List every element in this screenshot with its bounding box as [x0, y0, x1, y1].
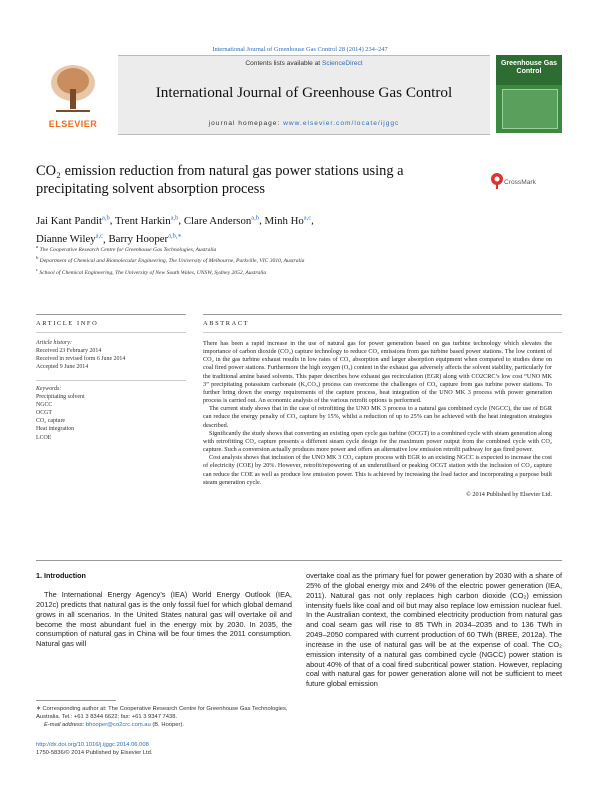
footnote-divider: [36, 700, 116, 701]
journal-title: International Journal of Greenhouse Gas Control: [155, 84, 453, 101]
doi-block: [36, 741, 292, 757]
affiliation: $^c$ School of Chemical Engineering, The University of New South Wales, UNSW, Sydney 2052, Australia: [36, 266, 267, 276]
author-list: Jai Kant Pandit$^{a,b}$, Trent Harkin$^{a,b}$, Clare Anderson$^{a,b}$, Minh Ho$^{a,c}$, Dianne Wiley$^{a,c}$, Barry Hooper$^{a,b,∗}$: [36, 214, 314, 246]
divider: [36, 380, 186, 381]
contents-line: [118, 60, 490, 67]
abstract-paragraph: The current study shows that in the case of retrofitting the UNO MK 3 process to a natural gas combined cycle (NGCC), the use of EGR can reduce the energy penalty of CO₂ capture by 15%, whilst a reduction of up to 25% can be achieved with the heat integration strategies described.: [203, 405, 552, 429]
author[interactable]: Minh Ho$^{a,c}$: [264, 214, 312, 227]
issn-line: 1750-5836/© 2014 Published by Elsevier Ltd.: [36, 750, 153, 756]
cover-image: [502, 89, 558, 129]
keyword: NGCC: [36, 402, 53, 409]
keyword: CO₂ capture: [36, 418, 66, 425]
received-date: Received 23 February 2014: [36, 348, 102, 355]
abstract-body: [203, 340, 552, 499]
elsevier-logo: [36, 55, 110, 133]
affiliation: $^a$ The Cooperative Research Centre for Greenhouse Gas Technologies, Australia: [36, 244, 217, 253]
author[interactable]: Jai Kant Pandit$^{a,b}$: [36, 214, 110, 227]
author[interactable]: Clare Anderson$^{a,b}$: [183, 214, 260, 227]
body-paragraph: overtake coal as the primary fuel for power generation by 2030 with a share of 25% of the global energy mix and 24% of the electric power generation (IEA, 2011). Natural gas not only replaces high carbon dioxide (CO₂) emission intensity fuels like coal and oil but may also replace low emission nuclear fuel. In the Australian context, the combined electricity production from natural gas and coal seam gas will rise to 85 TWh in 2034–2035 and to 136 TWh in 2049–2050 compared with current production of 60 TWh (BREE, 2012a). The increase in the use of natural gas will be at the expense of coal. The CO₂ emission intensity of a natural gas combined cycle (NGCC) power station is about 40% of that of a coal fired subcritical power station. However, replacing coal with natural gas for power generation alone will not be sufficient to meet future global emission: [306, 571, 562, 689]
author[interactable]: Barry Hooper$^{a,b,∗}$: [108, 232, 182, 246]
accepted-date: Accepted 9 June 2014: [36, 364, 89, 371]
keywords-label: Keywords:: [36, 386, 62, 392]
article-title: CO₂ emission reduction from natural gas power stations using a precipitating solvent absorption process: [36, 163, 404, 197]
email-link[interactable]: bhooper@co2crc.com.au: [85, 722, 151, 728]
crossmark-icon[interactable]: [491, 172, 503, 190]
abstract-paragraph: Significantly the study shows that converting an existing open cycle gas turbine (OCGT) to a combined cycle with steam generation along with retrofitting CO₂ capture presents a different steam cycle design for the maximum power output from the combined cycle with CO₂ capture. Such a conversion actually produces more power and offers an alternative low emission retrofit pathway for gas fired power.: [203, 429, 552, 454]
elsevier-wordmark: ELSEVIER: [48, 119, 98, 129]
body-column-right: [306, 571, 562, 689]
body-column-left: [36, 590, 292, 649]
keyword: LCOE: [36, 434, 52, 441]
article-history: [36, 339, 186, 371]
doi-link[interactable]: http://dx.doi.org/10.1016/j.ijggc.2014.06.008: [36, 742, 149, 748]
contents-prefix: Contents lists available at: [245, 60, 322, 67]
revised-date: Received in revised form 6 June 2014: [36, 356, 126, 363]
author[interactable]: Dianne Wiley$^{a,c}$: [36, 232, 104, 246]
keywords: [36, 385, 186, 442]
journal-banner: [118, 55, 490, 135]
author[interactable]: Trent Harkin$^{a,b}$: [114, 214, 179, 227]
divider: [203, 314, 562, 315]
divider: [36, 332, 186, 333]
journal-cover-thumbnail[interactable]: [496, 55, 562, 133]
copyright: © 2014 Published by Elsevier Ltd.: [466, 490, 552, 498]
email-line: E-mail address: bhooper@co2crc.com.au (B. Hooper).: [44, 722, 184, 728]
homepage-link[interactable]: www.elsevier.com/locate/ijggc: [283, 120, 400, 127]
elsevier-tree-icon: [48, 61, 98, 113]
keyword: Heat integration: [36, 426, 75, 433]
section-heading-introduction: 1. Introduction: [36, 571, 86, 580]
corresponding-author-note: ∗ Corresponding author at: The Cooperative Research Centre for Greenhouse Gas Technologies, Australia. Tel.: +61 3 8344 6622; fax: +61 3 9347 7438.: [36, 706, 288, 720]
abstract-paragraph: There has been a rapid increase in the use of natural gas for power generation based on gas turbine technology which elevates the importance of carbon dioxide (CO₂) capture technology to reduce CO₂ emissions from gas turbine based power stations. The low content of CO₂ in the gas turbine exhaust results in low rates of CO₂ absorption and larger absorption equipment when compared to studies done on coal fired power stations. Furthermore the high oxygen (O₂) content in the exhaust gas adversely affects the solvent stability, particularly for the traditional amine based solvents. This paper describes how exhaust gas recirculation (EGR) along with CO2CRC’s low cost “UNO MK 3” precipitating potassium carbonate (K₂CO₃) process can overcome the challenges of CO₂ capture from gas turbine power stations. To further bring down the energy requirements of the capture process, heat integration of the UNO MK 3 process with power generation process is carried out. An economic analysis of the various retrofit options is performed.: [203, 340, 552, 405]
divider: [36, 314, 186, 315]
keyword: OCGT: [36, 410, 53, 417]
keyword: Precipitating solvent: [36, 394, 85, 401]
body-paragraph: The International Energy Agency’s (IEA) World Energy Outlook (IEA, 2012c) predicts that natural gas is the only fossil fuel for which global demand grows in all scenarios. In the United States natural gas will overtake oil and become the most abundant fuel in the energy mix by 2030. In 2035, the consumption of natural gas in China will be four times the 2011 consumption. Natural gas will: [36, 590, 292, 649]
divider: [36, 560, 562, 561]
abstract-heading: ABSTRACT: [203, 320, 250, 327]
homepage-prefix: journal homepage:: [208, 120, 284, 127]
affiliations: [36, 243, 556, 277]
history-label: Article history:: [36, 340, 72, 346]
journal-header: [36, 55, 562, 135]
divider: [203, 332, 562, 333]
affiliation: $^b$ Department of Chemical and Biomolecular Engineering, The University of Melbourne, Parkville, VIC 3010, Australia: [36, 255, 305, 265]
article-info-heading: ARTICLE INFO: [36, 320, 99, 327]
abstract-paragraph: Cost analysis shows that inclusion of the UNO MK 3 CO₂ capture process with EGR to an existing NGCC is expected to increase the cost of electricity (COE) by 20%. However, retrofit/repowering of an underutilised or peaking OCGT station with the inclusion of CO₂ capture can reduce the COE as well as produce low emission power. This is achieved by increasing the load factor and incorporating a purpose built steam generation cycle.: [203, 454, 552, 486]
crossmark-label[interactable]: CrossMark: [504, 179, 536, 186]
footnote: [36, 705, 292, 729]
sciencedirect-link[interactable]: ScienceDirect: [321, 60, 363, 67]
homepage-line: [118, 120, 490, 127]
cover-title: Greenhouse Gas Control: [500, 60, 558, 75]
journal-reference[interactable]: International Journal of Greenhouse Gas Control 28 (2014) 234–247: [212, 46, 388, 53]
